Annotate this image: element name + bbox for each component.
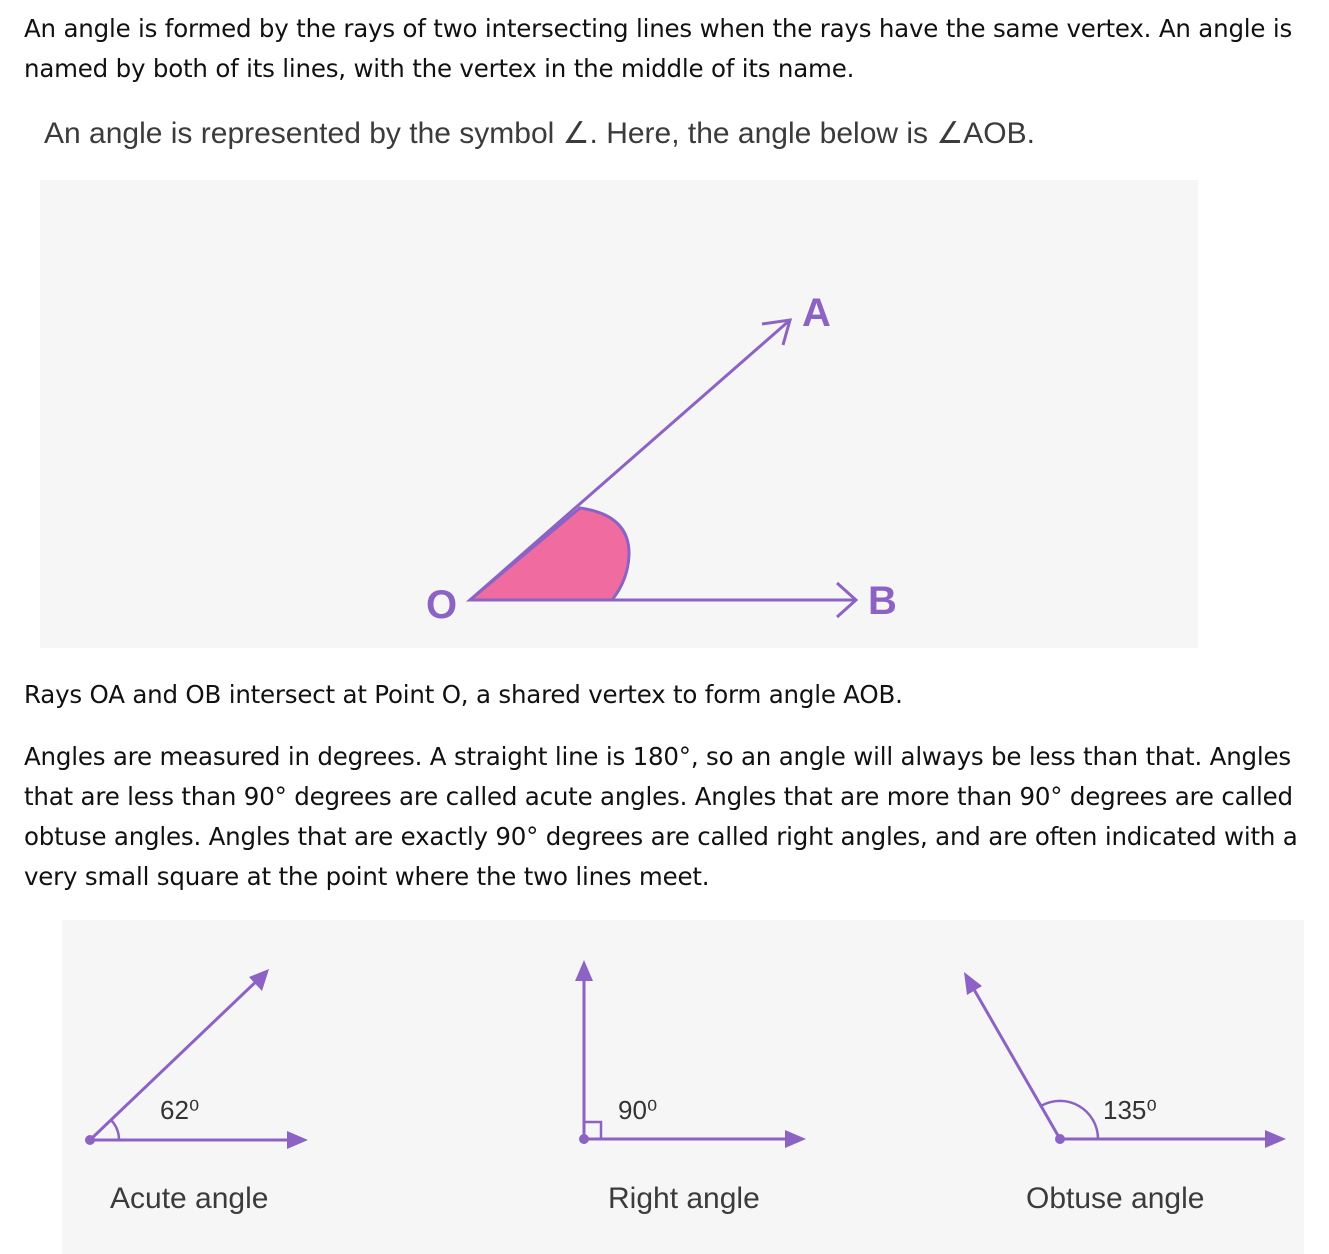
acute-degree-label: 62⁰ (160, 1095, 200, 1125)
acute-angle-label: Acute angle (110, 1182, 269, 1215)
obtuse-angle-diagram (964, 972, 1286, 1215)
obtuse-arrowhead-horizontal (1265, 1130, 1286, 1148)
point-b-label: B (868, 579, 897, 623)
obtuse-ray-slanted (968, 979, 1060, 1139)
rays-paragraph: Rays OA and OB intersect at Point O, a shared vertex to form angle AOB. (24, 680, 903, 709)
right-angle-label: Right angle (608, 1182, 760, 1215)
angle-types-figure (62, 920, 1304, 1254)
angle-symbol-caption: An angle is represented by the symbol ∠. Here, the angle below is ∠AOB. (44, 117, 1035, 150)
acute-arrowhead-slanted (249, 969, 269, 991)
right-arrowhead-vertical (575, 960, 593, 981)
obtuse-degree-label: 135⁰ (1103, 1095, 1157, 1125)
intro-paragraph: An angle is formed by the rays of two intersecting lines when the rays have the same vertex. An angle is named by both of its lines, with the vertex in the middle of its name. (24, 14, 1293, 83)
acute-arrowhead-horizontal (287, 1131, 308, 1149)
obtuse-angle-label: Obtuse angle (1026, 1182, 1205, 1215)
point-a-label: A (802, 291, 831, 335)
angle-aob-diagram (40, 180, 1198, 648)
angle-aob-figure (40, 180, 1198, 648)
angle-fill (470, 508, 629, 600)
measure-paragraph: Angles are measured in degrees. A straight line is 180°, so an angle will always be less than that. Angles that are less than 90° degrees are called acute angles. Angles that are more than 90° degrees are called obtuse angles. Angles that are exactly 90° degrees are called right angles, and are often indicated with a very small square at the point where the two lines meet. (24, 742, 1298, 891)
obtuse-arrowhead-slanted (964, 972, 982, 995)
right-arrowhead-horizontal (785, 1130, 806, 1148)
acute-angle-diagram (85, 969, 308, 1215)
acute-angle-arc (111, 1120, 119, 1140)
angle-types-diagram (62, 920, 1304, 1254)
right-angle-diagram (575, 960, 806, 1215)
point-o-label: O (426, 583, 458, 627)
right-degree-label: 90⁰ (618, 1095, 658, 1125)
